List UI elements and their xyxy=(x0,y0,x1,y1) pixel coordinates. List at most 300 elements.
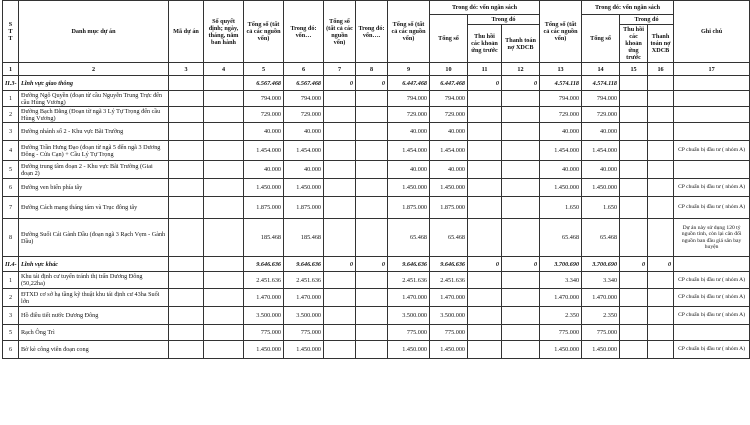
table-cell: Bờ kè công viên đoạn cong xyxy=(19,341,169,359)
table-cell: Đường Suối Cái Gành Dầu (đoạn ngã 3 Rạch Vẹm - Gành Dầu) xyxy=(19,219,169,257)
table-cell: 1.470.000 xyxy=(244,289,284,307)
table-cell: 3.500.000 xyxy=(388,307,430,325)
table-cell: 5 xyxy=(3,161,19,179)
table-cell: 729.000 xyxy=(540,107,582,123)
table-cell xyxy=(204,91,244,107)
group-cell: II.4- xyxy=(3,257,19,272)
table-cell xyxy=(204,272,244,289)
table-cell: 40.000 xyxy=(582,123,620,141)
col-total-all-4: Tổng số (tất cả các nguồn vốn) xyxy=(540,1,582,63)
table-cell: 775.000 xyxy=(284,325,324,341)
table-cell xyxy=(356,123,388,141)
table-cell xyxy=(620,161,648,179)
table-cell: 1.450.000 xyxy=(388,341,430,359)
table-cell: ĐTXD cơ sở hạ tầng kỹ thuật khu tái định cư 43ha Suối lớn xyxy=(19,289,169,307)
table-cell xyxy=(169,307,204,325)
table-cell: 1.454.000 xyxy=(430,141,468,161)
group-cell xyxy=(204,257,244,272)
table-cell xyxy=(356,91,388,107)
table-cell xyxy=(502,325,540,341)
table-cell xyxy=(324,307,356,325)
table-cell: 794.000 xyxy=(388,91,430,107)
table-cell: 1.875.000 xyxy=(284,197,324,219)
column-index-cell: 10 xyxy=(430,63,468,76)
table-cell xyxy=(502,307,540,325)
table-cell: 729.000 xyxy=(388,107,430,123)
table-cell xyxy=(620,123,648,141)
table-cell: 1.450.000 xyxy=(284,179,324,197)
table-cell: Hồ điều tiết nước Dương Đông xyxy=(19,307,169,325)
table-cell: 40.000 xyxy=(540,161,582,179)
note-cell: Dự án này sử dụng 120 tỷ nguồn tỉnh, còn lại cân đối nguồn ban đầu giá sân bay huyện xyxy=(674,219,750,257)
table-cell xyxy=(356,141,388,161)
table-cell: 5 xyxy=(3,325,19,341)
table-cell: 40.000 xyxy=(284,123,324,141)
table-cell: 3 xyxy=(3,123,19,141)
table-cell xyxy=(324,91,356,107)
table-cell: 40.000 xyxy=(540,123,582,141)
table-cell xyxy=(648,141,674,161)
table-cell xyxy=(468,289,502,307)
col-recover-2: Thu hồi các khoản ứng trước xyxy=(620,25,648,63)
group-cell: 0 xyxy=(468,257,502,272)
table-cell: 1.450.000 xyxy=(582,341,620,359)
table-cell xyxy=(169,219,204,257)
table-cell xyxy=(620,179,648,197)
table-cell: 3.500.000 xyxy=(284,307,324,325)
table-row xyxy=(3,107,750,123)
col-recover: Thu hồi các khoản ứng trước xyxy=(468,25,502,63)
table-cell xyxy=(356,272,388,289)
table-cell xyxy=(356,289,388,307)
table-cell: 775.000 xyxy=(540,325,582,341)
table-cell xyxy=(169,123,204,141)
table-cell: 40.000 xyxy=(388,123,430,141)
table-cell xyxy=(648,307,674,325)
table-cell: 3.500.000 xyxy=(430,307,468,325)
table-row xyxy=(3,341,750,359)
table-cell xyxy=(648,219,674,257)
table-cell xyxy=(324,197,356,219)
table-cell: 3.500.000 xyxy=(244,307,284,325)
group-row xyxy=(3,257,750,272)
table-cell xyxy=(356,219,388,257)
group-cell: 9.646.636 xyxy=(388,257,430,272)
table-cell xyxy=(502,107,540,123)
note-cell xyxy=(674,91,750,107)
column-index-cell: 3 xyxy=(169,63,204,76)
table-cell xyxy=(620,307,648,325)
table-cell xyxy=(324,341,356,359)
table-cell xyxy=(204,307,244,325)
table-cell: 40.000 xyxy=(388,161,430,179)
table-cell xyxy=(502,341,540,359)
group-cell: Lĩnh vực khác xyxy=(19,257,169,272)
note-cell xyxy=(674,107,750,123)
group-cell: 6.447.468 xyxy=(430,76,468,91)
table-cell xyxy=(468,325,502,341)
table-cell: Rạch Ông Trì xyxy=(19,325,169,341)
table-cell: 40.000 xyxy=(582,161,620,179)
table-cell xyxy=(502,91,540,107)
table-cell: Đường Bạch Đằng (Đoạn từ ngã 3 Lý Tự Trọng đến cầu Hùng Vương) xyxy=(19,107,169,123)
table-cell xyxy=(648,341,674,359)
table-cell: 6 xyxy=(3,341,19,359)
table-cell: 1.450.000 xyxy=(244,179,284,197)
col-repay: Thanh toán nợ XDCB xyxy=(502,25,540,63)
table-row xyxy=(3,307,750,325)
group-cell xyxy=(204,76,244,91)
table-cell xyxy=(324,123,356,141)
group-cell: 0 xyxy=(620,257,648,272)
note-cell: CP chuẩn bị đầu tư ( nhóm A) xyxy=(674,197,750,219)
table-cell: 3.340 xyxy=(540,272,582,289)
table-cell: 2.451.636 xyxy=(244,272,284,289)
group-note-cell xyxy=(674,257,750,272)
table-cell xyxy=(502,272,540,289)
table-cell xyxy=(204,141,244,161)
table-cell xyxy=(502,289,540,307)
table-cell: 185.468 xyxy=(284,219,324,257)
table-cell xyxy=(620,325,648,341)
table-cell xyxy=(468,341,502,359)
table-cell xyxy=(356,197,388,219)
table-cell xyxy=(648,272,674,289)
table-cell: 3.340 xyxy=(582,272,620,289)
table-cell: 1.450.000 xyxy=(582,179,620,197)
group-cell: 6.567.468 xyxy=(244,76,284,91)
table-cell: 775.000 xyxy=(388,325,430,341)
group-cell: 9.646.636 xyxy=(430,257,468,272)
group-cell xyxy=(169,76,204,91)
table-cell xyxy=(468,123,502,141)
table-cell xyxy=(468,179,502,197)
table-cell: 1.454.000 xyxy=(540,141,582,161)
table-cell: 2.451.636 xyxy=(284,272,324,289)
table-cell xyxy=(324,107,356,123)
table-cell xyxy=(324,272,356,289)
table-cell: 1 xyxy=(3,91,19,107)
table-cell xyxy=(169,179,204,197)
table-cell xyxy=(468,107,502,123)
table-cell: 65.468 xyxy=(540,219,582,257)
column-index-cell: 7 xyxy=(324,63,356,76)
table-cell: 794.000 xyxy=(582,91,620,107)
column-index-cell: 8 xyxy=(356,63,388,76)
table-row xyxy=(3,161,750,179)
table-cell: 40.000 xyxy=(244,161,284,179)
in-which-header-2: Trong đó xyxy=(620,15,674,25)
table-cell xyxy=(356,161,388,179)
group-cell: 9.646.636 xyxy=(244,257,284,272)
table-cell: 729.000 xyxy=(284,107,324,123)
col-note: Ghi chú xyxy=(674,1,750,63)
table-cell: 775.000 xyxy=(582,325,620,341)
table-cell xyxy=(324,325,356,341)
table-cell: 1.470.000 xyxy=(284,289,324,307)
table-cell: 3 xyxy=(3,307,19,325)
column-index-cell: 16 xyxy=(648,63,674,76)
table-cell xyxy=(468,219,502,257)
col-name: Danh mục dự án xyxy=(19,1,169,63)
table-cell: 2.451.636 xyxy=(388,272,430,289)
table-cell xyxy=(648,289,674,307)
note-cell xyxy=(674,325,750,341)
table-cell: 185.468 xyxy=(244,219,284,257)
table-cell xyxy=(620,197,648,219)
table-cell: 1.650 xyxy=(582,197,620,219)
table-cell xyxy=(169,197,204,219)
table-cell: 1 xyxy=(3,272,19,289)
table-cell: 40.000 xyxy=(430,161,468,179)
project-table xyxy=(2,0,750,359)
col-total-all-3: Tổng số (tất cả các nguồn vốn) xyxy=(388,1,430,63)
group-cell: 4.574.118 xyxy=(582,76,620,91)
col-of-which: Trong đó: vốn… xyxy=(284,1,324,63)
table-cell xyxy=(169,161,204,179)
table-cell: 7 xyxy=(3,197,19,219)
table-cell xyxy=(468,197,502,219)
table-cell: 729.000 xyxy=(244,107,284,123)
note-cell: CP chuẩn bị đầu tư ( nhóm A) xyxy=(674,141,750,161)
table-cell: 1.450.000 xyxy=(284,341,324,359)
table-cell xyxy=(169,272,204,289)
table-cell: Đường nhánh số 2 - Khu vực Bãi Trường xyxy=(19,123,169,141)
table-cell: 1.650 xyxy=(540,197,582,219)
table-cell xyxy=(502,123,540,141)
table-cell xyxy=(502,219,540,257)
table-cell xyxy=(620,341,648,359)
table-cell: 65.468 xyxy=(388,219,430,257)
table-cell xyxy=(324,161,356,179)
table-cell xyxy=(169,289,204,307)
table-cell: 8 xyxy=(3,219,19,257)
table-cell: 794.000 xyxy=(284,91,324,107)
col-code: Mã dự án xyxy=(169,1,204,63)
table-cell xyxy=(502,161,540,179)
table-row xyxy=(3,141,750,161)
note-cell xyxy=(674,123,750,141)
column-index-cell: 1 xyxy=(3,63,19,76)
table-cell xyxy=(204,107,244,123)
table-body xyxy=(3,63,750,359)
table-cell: 65.468 xyxy=(430,219,468,257)
table-cell xyxy=(648,161,674,179)
table-cell: 1.450.000 xyxy=(388,179,430,197)
group-cell: 6.447.468 xyxy=(388,76,430,91)
table-cell xyxy=(620,107,648,123)
col-total: Tổng số xyxy=(430,15,468,63)
table-cell xyxy=(468,272,502,289)
table-cell: 1.470.000 xyxy=(430,289,468,307)
col-decision: Số quyết định; ngày, tháng, năm ban hành xyxy=(204,1,244,63)
table-cell xyxy=(324,289,356,307)
table-cell xyxy=(620,272,648,289)
table-cell xyxy=(648,91,674,107)
table-cell: 794.000 xyxy=(244,91,284,107)
column-index-cell: 14 xyxy=(582,63,620,76)
in-which-header: Trong đó xyxy=(468,15,540,25)
table-cell: 1.875.000 xyxy=(244,197,284,219)
table-cell: 729.000 xyxy=(430,107,468,123)
table-cell: 1.450.000 xyxy=(430,341,468,359)
table-cell xyxy=(324,219,356,257)
group-note-cell xyxy=(674,76,750,91)
table-cell xyxy=(204,219,244,257)
group-cell: 0 xyxy=(468,76,502,91)
table-cell xyxy=(204,289,244,307)
table-cell xyxy=(502,197,540,219)
column-index-cell: 17 xyxy=(674,63,750,76)
table-cell: 2 xyxy=(3,107,19,123)
group-cell: 3.700.690 xyxy=(582,257,620,272)
col-total-all-2: Tổng số (tất cả các nguồn vốn) xyxy=(324,1,356,63)
group-cell: 0 xyxy=(356,257,388,272)
table-cell xyxy=(620,219,648,257)
table-cell: 6 xyxy=(3,179,19,197)
table-cell xyxy=(324,179,356,197)
table-cell: Đường Trần Hưng Đạo (đoạn từ ngã 5 đến ngã 3 Dương Đông - Cửa Cạn) + Cầu Lý Tự Trọng xyxy=(19,141,169,161)
group-a-header: Trong đó: vốn ngân sách xyxy=(430,1,540,15)
column-index-cell: 9 xyxy=(388,63,430,76)
table-cell xyxy=(169,91,204,107)
table-cell xyxy=(356,325,388,341)
table-cell: Đường Cách mạng tháng tám và Trục đông tây xyxy=(19,197,169,219)
table-cell: 40.000 xyxy=(284,161,324,179)
table-cell: 2.350 xyxy=(540,307,582,325)
note-cell: CP chuẩn bị đầu tư ( nhóm A) xyxy=(674,289,750,307)
table-cell: 1.450.000 xyxy=(540,179,582,197)
column-index-cell: 15 xyxy=(620,63,648,76)
table-cell: 1.470.000 xyxy=(388,289,430,307)
table-cell xyxy=(502,141,540,161)
table-cell xyxy=(648,179,674,197)
table-cell xyxy=(620,289,648,307)
table-cell xyxy=(356,179,388,197)
column-index-cell: 2 xyxy=(19,63,169,76)
table-cell: 775.000 xyxy=(430,325,468,341)
column-index-cell: 13 xyxy=(540,63,582,76)
group-cell: 0 xyxy=(324,257,356,272)
column-index-cell: 5 xyxy=(244,63,284,76)
table-cell xyxy=(468,141,502,161)
table-cell: 1.450.000 xyxy=(540,341,582,359)
table-cell xyxy=(468,161,502,179)
table-cell: 794.000 xyxy=(430,91,468,107)
group-cell xyxy=(648,76,674,91)
table-cell: 1.454.000 xyxy=(284,141,324,161)
table-row xyxy=(3,325,750,341)
column-index-row xyxy=(3,63,750,76)
group-cell: 0 xyxy=(356,76,388,91)
group-b-header: Trong đó: vốn ngân sách xyxy=(582,1,674,15)
table-cell xyxy=(356,107,388,123)
table-cell xyxy=(648,197,674,219)
group-cell: 0 xyxy=(502,257,540,272)
group-cell: 9.646.636 xyxy=(284,257,324,272)
table-cell: 775.000 xyxy=(244,325,284,341)
table-cell: 1.450.000 xyxy=(244,341,284,359)
col-total-all: Tổng số (tất cả các nguồn vốn) xyxy=(244,1,284,63)
note-cell: CP chuẩn bị đầu tư ( nhóm A) xyxy=(674,179,750,197)
table-cell xyxy=(324,141,356,161)
col-repay-2: Thanh toán nợ XDCB xyxy=(648,25,674,63)
note-cell: CP chuẩn bị đầu tư ( nhóm A) xyxy=(674,272,750,289)
table-cell xyxy=(204,325,244,341)
group-cell: Lĩnh vực giao thông xyxy=(19,76,169,91)
table-cell xyxy=(169,107,204,123)
group-cell: 4.574.118 xyxy=(540,76,582,91)
column-index-cell: 12 xyxy=(502,63,540,76)
table-row xyxy=(3,179,750,197)
table-cell xyxy=(356,341,388,359)
col-of-which-2: Trong đó: vốn…. xyxy=(356,1,388,63)
table-cell: 65.468 xyxy=(582,219,620,257)
column-index-cell: 11 xyxy=(468,63,502,76)
table-cell: Đường Ngô Quyền (đoạn từ cầu Nguyễn Trung Trực đến cầu Hùng Vương) xyxy=(19,91,169,107)
col-total-2: Tổng số xyxy=(582,15,620,63)
table-cell: Đường ven biển phía tây xyxy=(19,179,169,197)
table-cell xyxy=(620,91,648,107)
group-cell: 3.700.690 xyxy=(540,257,582,272)
table-cell: 1.454.000 xyxy=(244,141,284,161)
table-cell: Đường trung tâm đoạn 2 - Khu vực Bãi Trường (Giai đoạn 2) xyxy=(19,161,169,179)
column-index-cell: 4 xyxy=(204,63,244,76)
table-cell xyxy=(356,307,388,325)
table-cell xyxy=(468,91,502,107)
table-cell xyxy=(468,307,502,325)
table-cell xyxy=(502,179,540,197)
table-row xyxy=(3,91,750,107)
table-cell: 729.000 xyxy=(582,107,620,123)
group-cell: 0 xyxy=(648,257,674,272)
table-cell xyxy=(648,107,674,123)
table-cell: 2 xyxy=(3,289,19,307)
table-cell xyxy=(648,325,674,341)
table-cell xyxy=(204,197,244,219)
table-row xyxy=(3,272,750,289)
group-cell: 0 xyxy=(502,76,540,91)
table-cell: Khu tái định cư tuyến tránh thị trấn Dương Đông (50,22ha) xyxy=(19,272,169,289)
group-cell xyxy=(169,257,204,272)
table-cell: 4 xyxy=(3,141,19,161)
table-cell: 1.454.000 xyxy=(388,141,430,161)
table-cell xyxy=(620,141,648,161)
table-cell: 2.451.636 xyxy=(430,272,468,289)
table-row xyxy=(3,123,750,141)
note-cell: CP chuẩn bị đầu tư ( nhóm A) xyxy=(674,341,750,359)
table-cell xyxy=(169,141,204,161)
table-row xyxy=(3,197,750,219)
table-cell: 1.875.000 xyxy=(388,197,430,219)
col-stt: S T T xyxy=(3,1,19,63)
table-cell: 794.000 xyxy=(540,91,582,107)
group-row xyxy=(3,76,750,91)
table-cell xyxy=(204,123,244,141)
table-cell xyxy=(648,123,674,141)
table-cell: 2.350 xyxy=(582,307,620,325)
table-cell xyxy=(204,179,244,197)
table-cell: 1.470.000 xyxy=(540,289,582,307)
table-cell xyxy=(204,161,244,179)
note-cell: CP chuẩn bị đầu tư ( nhóm A) xyxy=(674,307,750,325)
column-index-cell: 6 xyxy=(284,63,324,76)
table-cell xyxy=(204,341,244,359)
table-cell xyxy=(169,325,204,341)
table-cell: 40.000 xyxy=(244,123,284,141)
table-cell: 1.454.000 xyxy=(582,141,620,161)
table-cell: 1.450.000 xyxy=(430,179,468,197)
